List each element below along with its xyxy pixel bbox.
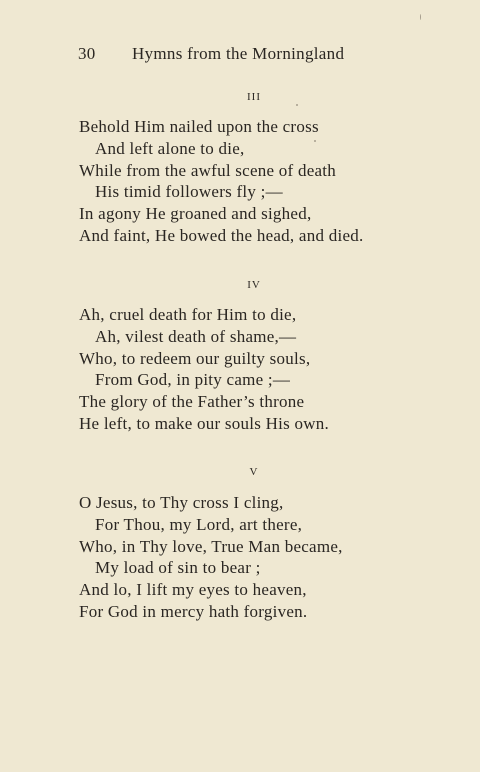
verse-line: Who, to redeem our guilty souls, xyxy=(79,348,311,368)
verse-line: For Thou, my Lord, art there, xyxy=(95,514,303,534)
verse-line: Ah, cruel death for Him to die, xyxy=(79,305,297,324)
running-title: Hymns from the Morningland xyxy=(132,44,345,63)
verse-line: His timid followers fly ;— xyxy=(95,182,283,202)
verse-line: Behold Him nailed upon the cross xyxy=(79,117,319,136)
stanza-numeral-iii: III xyxy=(247,91,261,103)
stanza-iv xyxy=(79,304,459,435)
verse-line: While from the awful scene of death xyxy=(79,160,337,180)
verse-line: And lo, I lift my eyes to heaven, xyxy=(79,580,307,600)
verse-line: In agony He groaned and sighed, xyxy=(79,204,312,224)
page-number: 30 xyxy=(78,44,96,63)
verse-line: My load of sin to bear ; xyxy=(95,558,261,578)
stanza-iii xyxy=(79,116,459,247)
verse-line: Ah, vilest death of shame,— xyxy=(95,326,297,346)
paper-speck xyxy=(296,104,298,106)
verse-line: And faint, He bowed the head, and died. xyxy=(79,225,364,245)
verse-line: Who, in Thy love, True Man became, xyxy=(79,536,343,556)
verse-line: The glory of the Father’s throne xyxy=(79,392,305,412)
verse-line: From God, in pity came ;— xyxy=(95,370,291,390)
stanza-numeral-v: V xyxy=(249,466,259,478)
verse-line: O Jesus, to Thy cross I cling, xyxy=(79,493,284,512)
stanza-v xyxy=(79,492,459,623)
stanza-numeral-iv: IV xyxy=(247,279,261,291)
paper-speck xyxy=(420,14,421,20)
verse-line: He left, to make our souls His own. xyxy=(79,413,330,433)
running-head xyxy=(78,43,398,65)
verse-line: And left alone to die, xyxy=(95,138,245,158)
verse-line: For God in mercy hath forgiven. xyxy=(79,601,308,621)
paper-speck xyxy=(314,140,316,142)
